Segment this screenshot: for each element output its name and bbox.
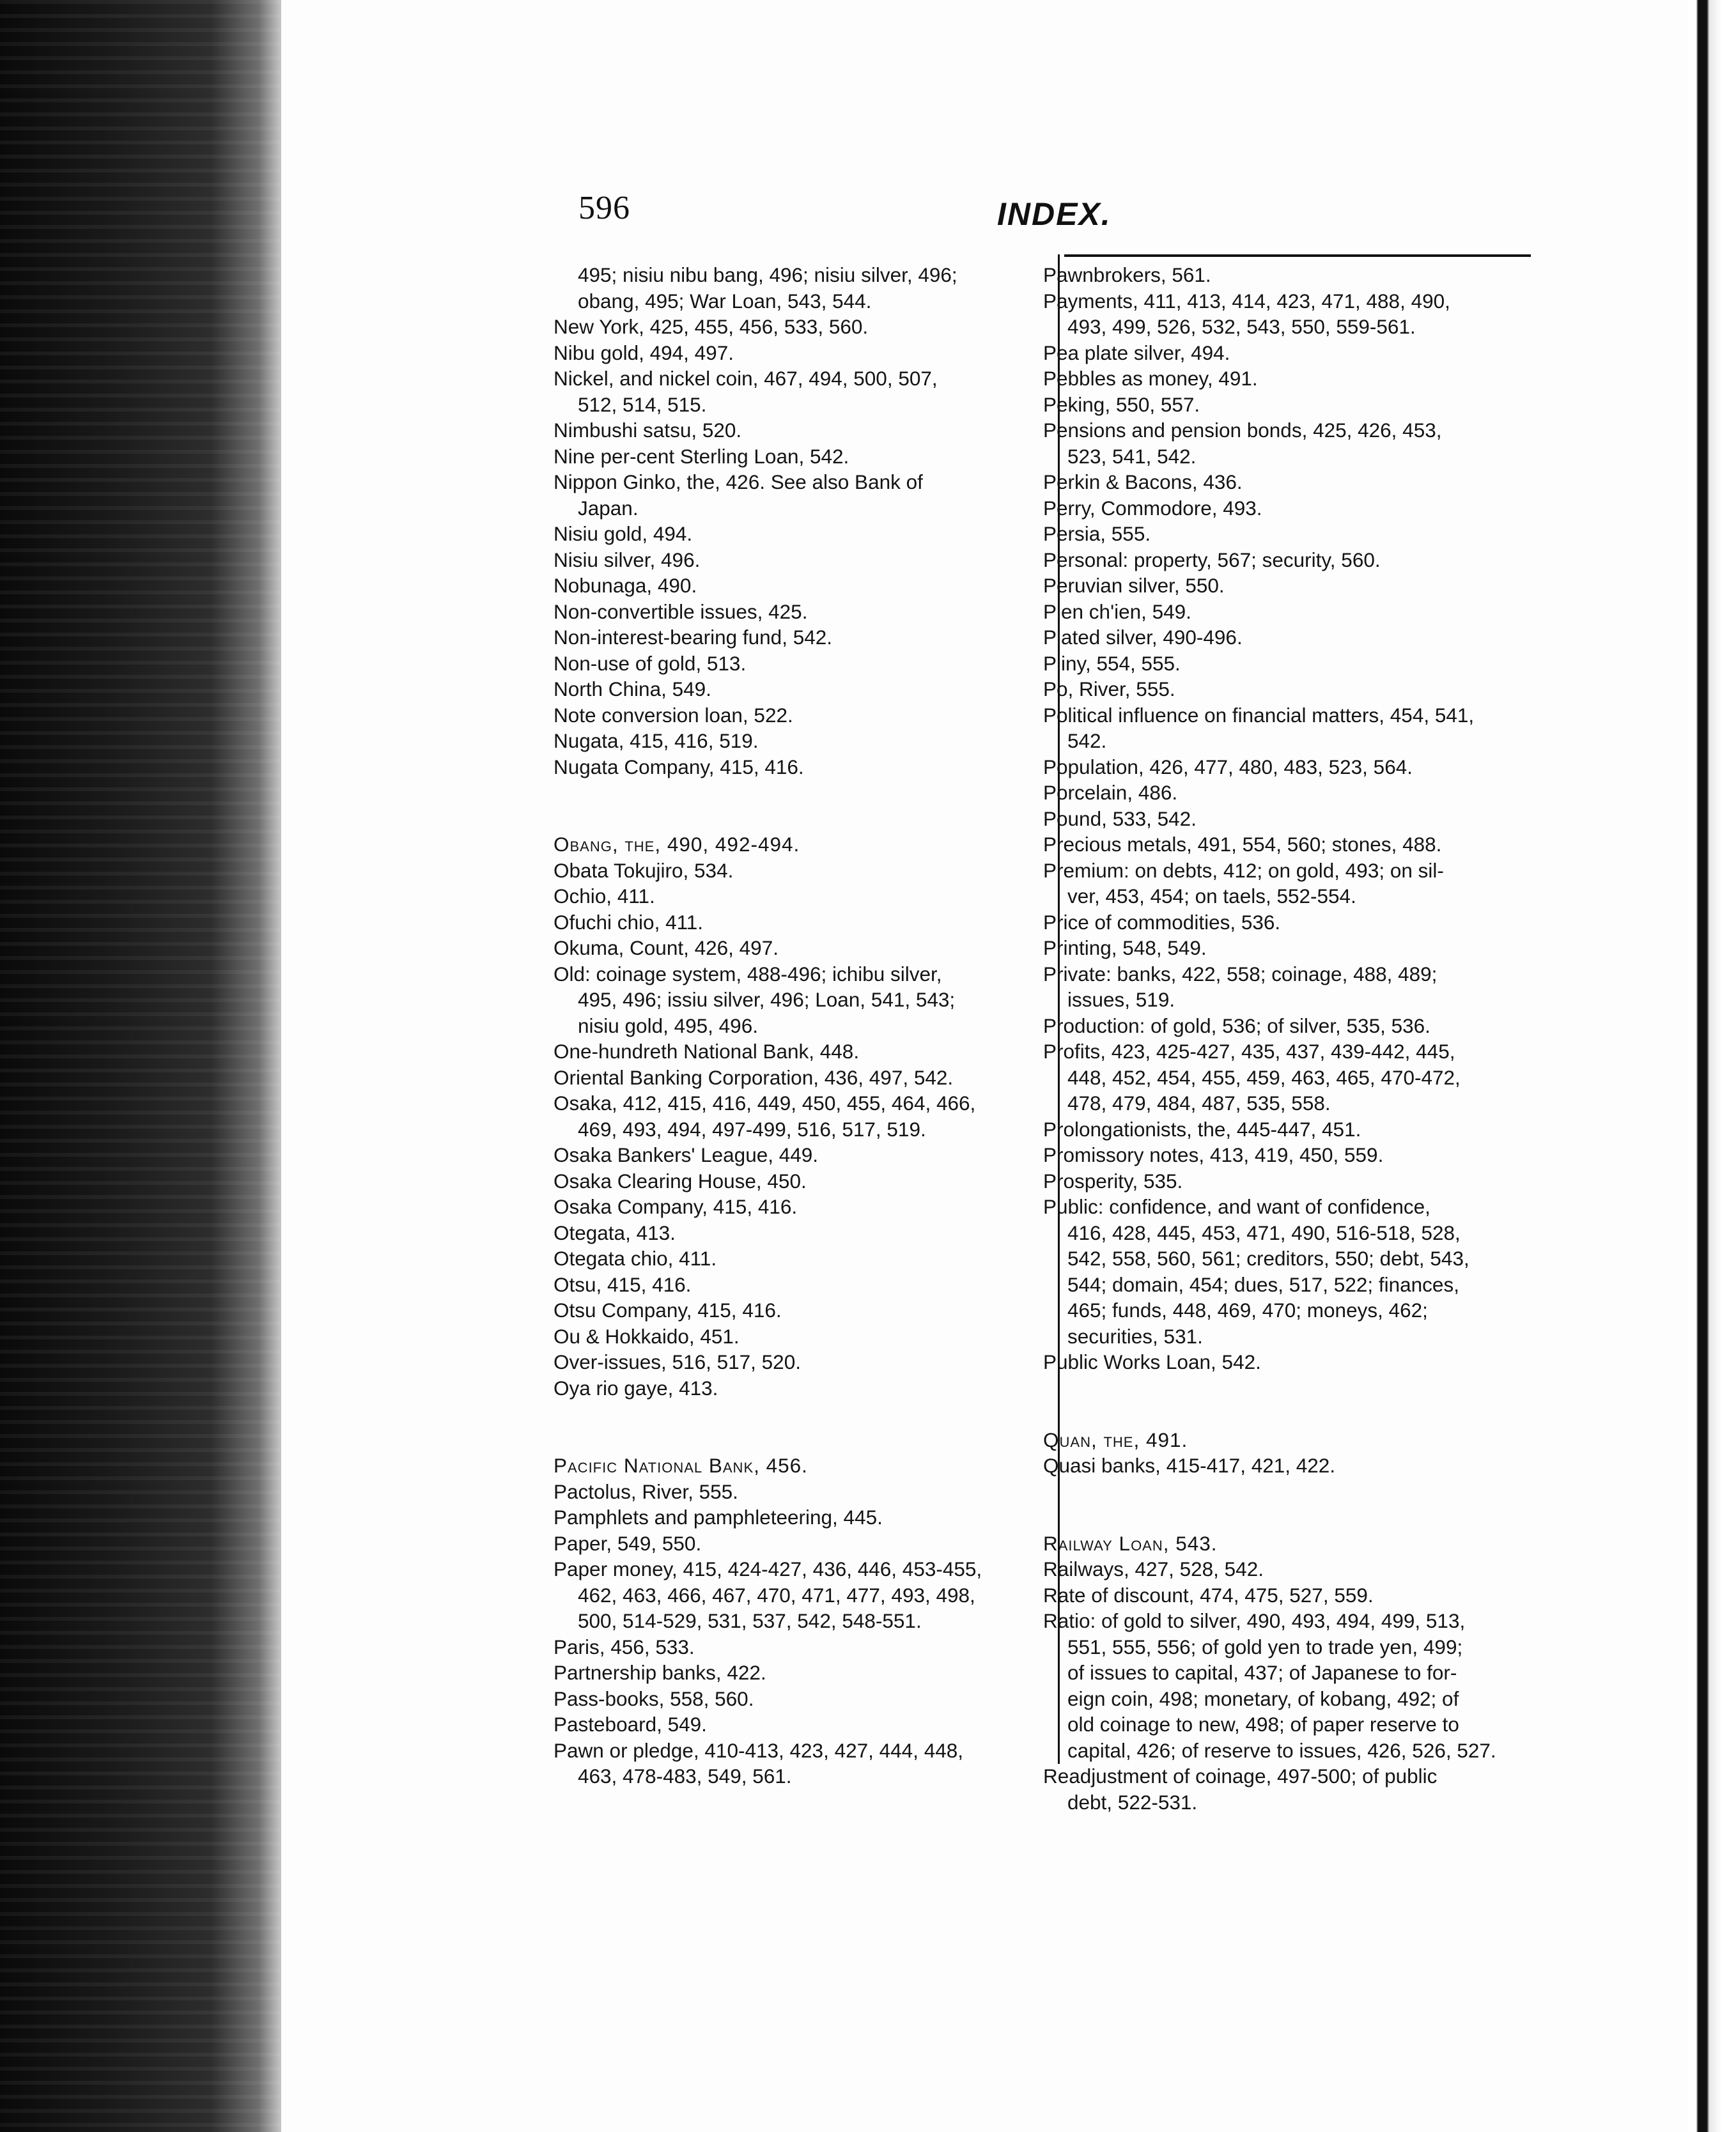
index-entry-line: Obata Tokujiro, 534. [554,858,734,882]
index-entry-line: Pawn or pledge, 410-413, 423, 427, 444, 448, [554,1738,963,1762]
book-spine-shadow [0,0,281,2132]
index-entry-line: Pensions and pension bonds, 425, 426, 453, [1043,419,1442,442]
index-entry-continuation: old coinage to new, 498; of paper reserve to [1067,1713,1459,1736]
index-entry-continuation: 469, 493, 494, 497-499, 516, 517, 519. [578,1117,926,1141]
index-entry-continuation: ver, 453, 454; on taels, 552-554. [1067,884,1356,908]
index-entry-continuation: Japan. [578,496,639,520]
index-entry-line: Public: confidence, and want of confidence, [1043,1195,1430,1218]
index-entry-line: Osaka Clearing House, 450. [554,1169,807,1193]
index-entry-line: Nugata Company, 415, 416. [554,755,804,778]
index-entry-line: Nisiu gold, 494. [554,522,693,545]
index-entry-continuation: 478, 479, 484, 487, 535, 558. [1067,1092,1331,1115]
index-entry-line: Nine per-cent Sterling Loan, 542. [554,444,849,468]
index-entry-line: Price of commodities, 536. [1043,910,1281,934]
index-entry-continuation: 500, 514-529, 531, 537, 542, 548-551. [578,1609,922,1632]
index-entry-line: Nickel, and nickel coin, 467, 494, 500, 507, [554,367,938,390]
index-entry-line: Otegata chio, 411. [554,1247,717,1270]
index-entry-continuation: 465; funds, 448, 469, 470; moneys, 462; [1067,1299,1428,1322]
section-gap [1043,1401,1529,1427]
index-entry-continuation: 551, 555, 556; of gold yen to trade yen, 499; [1067,1635,1463,1658]
index-entry-continuation: capital, 426; of reserve to issues, 426, 526, 527. [1067,1738,1496,1762]
index-entry-line: Nobunaga, 490. [554,574,697,597]
section-gap [1043,1479,1529,1505]
index-entry-continuation: issues, 519. [1067,988,1175,1011]
index-entry-line: Plated silver, 490-496. [1043,626,1243,649]
index-entry-line: Readjustment of coinage, 497-500; of public [1043,1765,1438,1788]
section-gap [1043,1375,1529,1402]
index-entry-continuation: debt, 522-531. [1067,1790,1198,1814]
index-entry-line: Pliny, 554, 555. [1043,651,1181,675]
section-gap [554,780,1052,806]
index-entry-line: Pawnbrokers, 561. [1043,263,1211,286]
index-entry-line: Paper money, 415, 424-427, 436, 446, 453-455, [554,1557,982,1580]
index-entry-line: Pea plate silver, 494. [1043,341,1230,364]
index-entry-continuation: 462, 463, 466, 467, 470, 471, 477, 493, 498, [578,1583,975,1607]
index-entry-line: Pound, 533, 542. [1043,807,1197,830]
index-entry-line: Non-convertible issues, 425. [554,599,808,623]
index-entry-line: Railways, 427, 528, 542. [1043,1557,1264,1580]
index-section-head-entry: Railway Loan, 543. [1043,1531,1218,1555]
index-entry-line: Okuma, Count, 426, 497. [554,936,779,959]
index-entry-line: Oriental Banking Corporation, 436, 497, 542. [554,1065,954,1089]
index-section-head-entry: Quan, the, 491. [1043,1428,1188,1451]
index-entry-line: Nippon Ginko, the, 426. See also Bank of [554,470,923,493]
index-entry-line: Perkin & Bacons, 436. [1043,470,1243,493]
index-entry-line: Pasteboard, 549. [554,1713,707,1736]
index-entry-line: Pass-books, 558, 560. [554,1687,754,1710]
index-entry-line: Political influence on financial matters, 454, 541, [1043,703,1475,727]
index-entry-continuation: securities, 531. [1067,1324,1203,1348]
index-entry-line: Nugata, 415, 416, 519. [554,729,759,752]
index-entry-continuation: 495; nisiu nibu bang, 496; nisiu silver, 496; [578,263,957,286]
index-column-left [554,262,1052,1789]
index-entry-line: Premium: on debts, 412; on gold, 493; on sil- [1043,858,1444,882]
section-gap [1043,1504,1529,1531]
index-entry-line: Note conversion loan, 522. [554,703,793,727]
index-entry-line: Po, River, 555. [1043,677,1175,700]
index-section-head-entry: Obang, the, 490, 492-494. [554,833,800,856]
index-entry-line: Nibu gold, 494, 497. [554,341,734,364]
index-entry-line: Pebbles as money, 491. [1043,367,1258,390]
index-entry-continuation: nisiu gold, 495, 496. [578,1014,758,1037]
page-edge-shadow [1687,0,1736,2132]
section-gap [554,806,1052,832]
index-entry-continuation: eign coin, 498; monetary, of kobang, 492; of [1067,1687,1459,1710]
index-entry-continuation: 512, 514, 515. [578,392,707,416]
index-entry-line: New York, 425, 455, 456, 533, 560. [554,315,869,338]
index-entry-line: Printing, 548, 549. [1043,936,1207,959]
index-entry-line: Osaka, 412, 415, 416, 449, 450, 455, 464, 466, [554,1092,976,1115]
index-entry-line: Non-interest-bearing fund, 542. [554,626,833,649]
page-number: 596 [578,190,630,226]
index-entry-line: Nimbushi satsu, 520. [554,419,742,442]
index-entry-line: Peruvian silver, 550. [1043,574,1225,597]
index-column-right [1043,262,1529,1815]
index-section-head-entry: Pacific National Bank, 456. [554,1454,808,1477]
index-entry-continuation: 463, 478-483, 549, 561. [578,1765,792,1788]
index-entry-line: Porcelain, 486. [1043,781,1178,804]
index-entry-line: Otsu Company, 415, 416. [554,1299,782,1322]
index-entry-line: Population, 426, 477, 480, 483, 523, 564. [1043,755,1413,778]
index-entry-line: Ou & Hokkaido, 451. [554,1324,740,1348]
index-entry-line: Profits, 423, 425-427, 435, 437, 439-442, 445, [1043,1040,1455,1063]
index-entry-line: Osaka Bankers' League, 449. [554,1143,819,1166]
index-entry-line: Rate of discount, 474, 475, 527, 559. [1043,1583,1374,1607]
index-entry-line: Osaka Company, 415, 416. [554,1195,798,1218]
section-gap [554,1427,1052,1453]
index-entry-line: Pamphlets and pamphleteering, 445. [554,1506,883,1529]
index-entry-line: Personal: property, 567; security, 560. [1043,548,1381,571]
index-entry-line: Promissory notes, 413, 419, 450, 559. [1043,1143,1384,1166]
index-entry-line: Prolongationists, the, 445-447, 451. [1043,1117,1361,1141]
index-entry-line: Payments, 411, 413, 414, 423, 471, 488, 490, [1043,289,1450,313]
index-entry-continuation: 448, 452, 454, 455, 459, 463, 465, 470-472, [1067,1065,1461,1089]
index-entry-line: Pactolus, River, 555. [554,1479,738,1503]
index-entry-line: Paper, 549, 550. [554,1531,702,1555]
index-entry-line: Old: coinage system, 488-496; ichibu silver, [554,962,942,985]
index-entry-line: Ratio: of gold to silver, 490, 493, 494, 499, 513, [1043,1609,1466,1632]
index-entry-continuation: 542, 558, 560, 561; creditors, 550; debt, 543, [1067,1247,1469,1270]
header-rule [1064,254,1531,257]
index-entry-continuation: 495, 496; issiu silver, 496; Loan, 541, 543; [578,988,956,1011]
index-entry-line: Over-issues, 516, 517, 520. [554,1350,801,1373]
index-entry-line: Pien ch'ien, 549. [1043,599,1191,623]
index-entry-continuation: 523, 541, 542. [1067,444,1197,468]
index-entry-continuation: 493, 499, 526, 532, 543, 550, 559-561. [1067,315,1416,338]
index-entry-continuation: 542. [1067,729,1107,752]
running-head: INDEX. [997,196,1112,232]
index-entry-line: Ochio, 411. [554,884,655,908]
section-gap [554,1401,1052,1427]
index-entry-line: Paris, 456, 533. [554,1635,695,1658]
index-entry-line: Prosperity, 535. [1043,1169,1183,1193]
index-entry-line: Production: of gold, 536; of silver, 535, 536. [1043,1014,1430,1037]
index-entry-line: Private: banks, 422, 558; coinage, 488, 489; [1043,962,1438,985]
index-entry-line: Partnership banks, 422. [554,1661,766,1684]
index-entry-continuation: 544; domain, 454; dues, 517, 522; finances, [1067,1272,1459,1296]
index-entry-line: Otsu, 415, 416. [554,1272,692,1296]
index-entry-line: Public Works Loan, 542. [1043,1350,1261,1373]
index-entry-line: Persia, 555. [1043,522,1151,545]
index-entry-line: Perry, Commodore, 493. [1043,496,1262,520]
index-entry-continuation: 416, 428, 445, 453, 471, 490, 516-518, 528, [1067,1221,1461,1244]
index-entry-line: One-hundreth National Bank, 448. [554,1040,860,1063]
index-entry-line: Ofuchi chio, 411. [554,910,704,934]
index-entry-line: Non-use of gold, 513. [554,651,747,675]
index-entry-line: Oya rio gaye, 413. [554,1376,718,1400]
index-entry-continuation: obang, 495; War Loan, 543, 544. [578,289,872,313]
index-entry-line: Quasi banks, 415-417, 421, 422. [1043,1454,1336,1477]
index-entry-line: Nisiu silver, 496. [554,548,701,571]
index-entry-line: Precious metals, 491, 554, 560; stones, 488. [1043,833,1442,856]
index-entry-line: Otegata, 413. [554,1221,676,1244]
index-entry-continuation: of issues to capital, 437; of Japanese to for- [1067,1661,1457,1684]
index-entry-line: Peking, 550, 557. [1043,392,1200,416]
index-entry-line: North China, 549. [554,677,711,700]
